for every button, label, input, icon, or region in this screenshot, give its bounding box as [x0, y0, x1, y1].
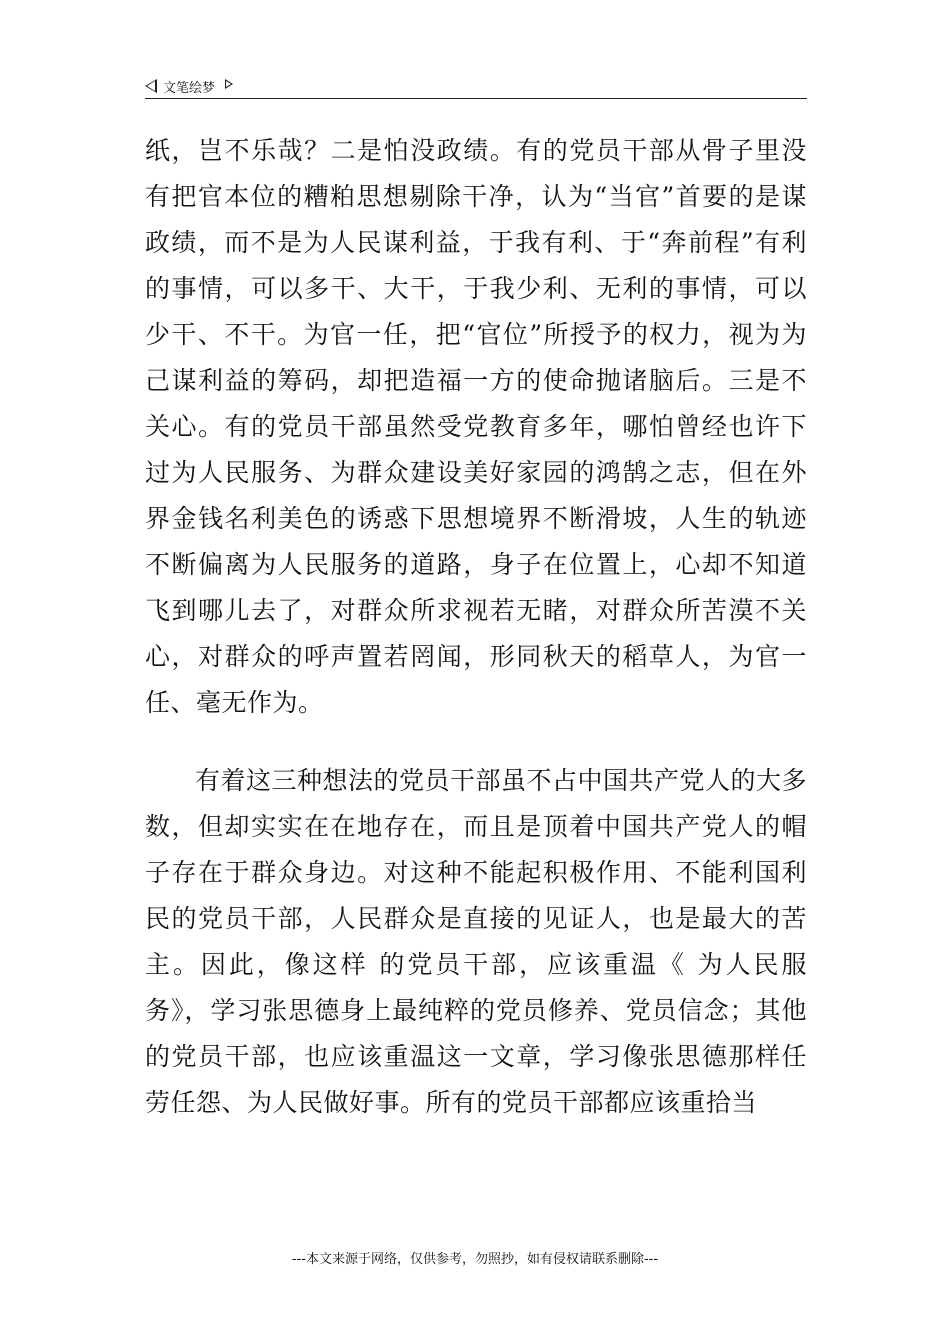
document-body: [145, 128, 807, 1126]
page-header: [145, 74, 807, 99]
triangle-left-icon: [145, 79, 157, 93]
page-footer: ---本文来源于网络，仅供参考，勿照抄，如有侵权请联系删除---: [291, 1252, 659, 1267]
header-title: 文笔绘梦: [163, 80, 216, 96]
paragraph-2: 有着这三种想法的党员干部虽不占中国共产党人的大多数，但却实实在在地存在，而且是顶着中国共产党人的帽子存在于群众身边。对这种不能起积极作用、不能利国利民的党员干部，人民群众是直接的见证人，也是最大的苦主。因此，像这样 的党员干部，应该重温《 为人民服务》，学习张思德身上最纯粹的党员修养、党员信念；其他的党员干部，也应该重温这一文章，学习像张思德那样任劳任怨、为人民做好事。所有的党员干部都应该重拾当: [145, 766, 808, 1117]
triangle-right-icon: [225, 79, 233, 89]
paragraph-1: 纸，岂不乐哉？二是怕没政绩。有的党员干部从骨子里没有把官本位的糟粕思想剔除干净，认为“当官”首要的是谋政绩，而不是为人民谋利益，于我有利、于“奔前程”有利的事情，可以多干、大干，于我少利、无利的事情，可以少干、不干。为官一任，把“官位”所授予的权力，视为为己谋利益的筹码，却把造福一方的使命抛诸脑后。三是不关心。有的党员干部虽然受党教育多年，哪怕曾经也许下过为人民服务、为群众建设美好家园的鸿鹄之志，但在外界金钱名利美色的诱惑下思想境界不断滑坡，人生的轨迹不断偏离为人民服务的道路，身子在位置上，心却不知道飞到哪儿去了，对群众所求视若无睹，对群众所苦漠不关心，对群众的呼声置若罔闻，形同秋天的稻草人，为官一任、毫无作为。: [145, 136, 807, 717]
